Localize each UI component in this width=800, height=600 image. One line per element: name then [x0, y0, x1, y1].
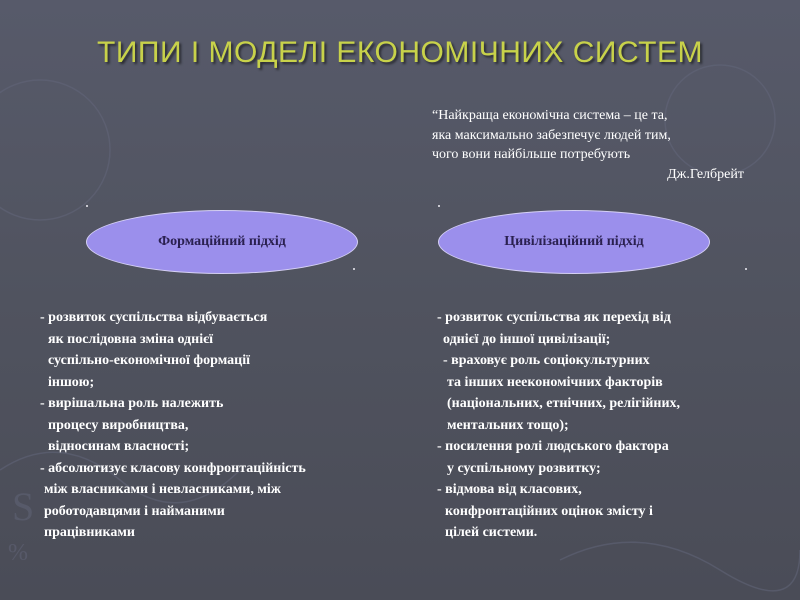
decor-dot — [353, 268, 355, 270]
svg-text:%: % — [8, 540, 28, 566]
list-item: конфронтаційних оцінок змісту і — [445, 503, 653, 519]
list-item: та інших неекономічних факторів — [447, 374, 663, 390]
decor-dot — [438, 205, 440, 207]
quote-line: яка максимально забезпечує людей тим, — [432, 127, 671, 143]
formation-approach-ellipse — [86, 210, 358, 274]
list-item: іншою; — [48, 374, 95, 390]
quote-line: чого вони найбільше потребують — [432, 147, 631, 162]
list-item: - посилення ролі людського фактора — [437, 439, 669, 454]
svg-text:S: S — [12, 484, 35, 529]
list-item: - відмова від класових, — [437, 482, 582, 497]
list-item: відносинам власності; — [48, 439, 190, 454]
list-item: у суспільному розвитку; — [447, 460, 601, 476]
quote-author: Дж.Гелбрейт — [667, 166, 744, 182]
list-item: - розвиток суспільства відбувається — [40, 310, 268, 325]
list-item: працівниками — [44, 525, 135, 540]
list-item: суспільно-економічної формації — [48, 353, 250, 368]
slide-title: ТИПИ І МОДЕЛІ ЕКОНОМІЧНИХ СИСТЕМ — [97, 36, 703, 69]
formation-approach-list — [40, 307, 306, 544]
civilization-approach-list — [437, 307, 680, 544]
formation-approach-label: Формаційний підхід — [158, 234, 286, 249]
list-item: - розвиток суспільства як перехід від — [437, 310, 671, 325]
list-item: як послідовна зміна однієї — [48, 331, 214, 347]
list-item: - враховує роль соціокультурних — [443, 353, 650, 368]
list-item: (національних, етнічних, релігійних, — [447, 396, 681, 411]
list-item: цілей системи. — [445, 525, 538, 540]
civilization-approach-label: Цивілізаційний підхід — [504, 234, 644, 249]
list-item: - абсолютизує класову конфронтаційність — [40, 460, 306, 476]
list-item: процесу виробництва, — [48, 417, 189, 433]
list-item: ментальних тощо); — [447, 417, 569, 433]
list-item: - вирішальна роль належить — [40, 396, 224, 411]
list-item: між власниками і невласниками, між — [44, 482, 281, 497]
list-item: однієї до іншої цивілізації; — [443, 331, 611, 347]
quote-block — [432, 106, 752, 184]
decor-dot — [745, 268, 747, 270]
civilization-approach-ellipse — [438, 210, 710, 274]
list-item: роботодавцями і найманими — [44, 503, 225, 519]
quote-line: “Найкраща економічна система – це та, — [432, 108, 668, 123]
decor-dot — [86, 205, 88, 207]
